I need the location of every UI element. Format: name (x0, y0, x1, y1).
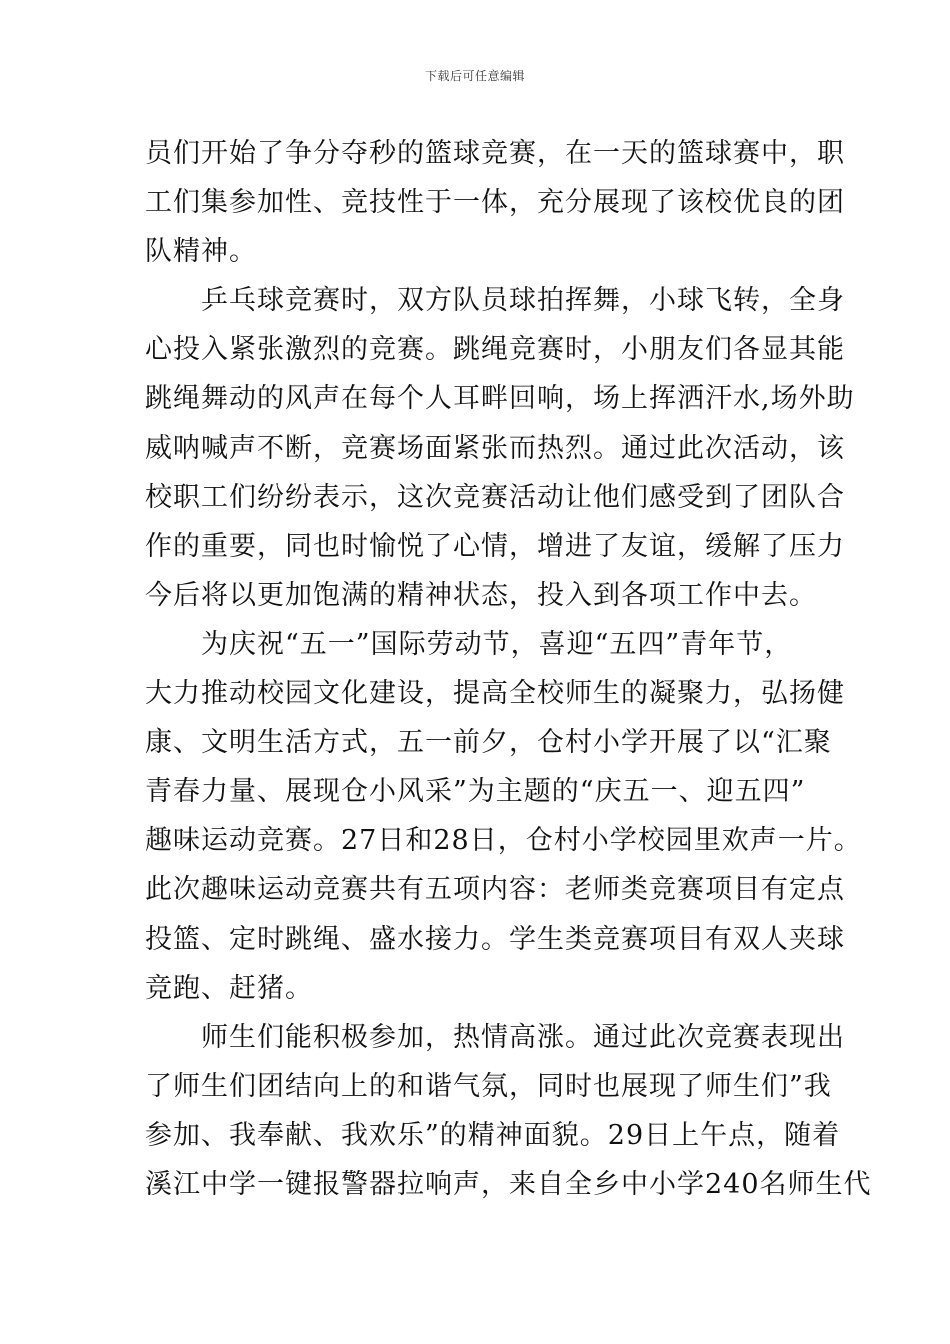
text-line: 参加、我奉献、我欢乐”的精神面貌。29日上午点，随着 (145, 1119, 841, 1151)
text-line: 工们集参加性、竞技性于一体，充分展现了该校优良的团 (145, 187, 845, 219)
text-line: 大力推动校园文化建设，提高全校师生的凝聚力，弘扬健 (145, 678, 845, 710)
text-line: 溪江中学一键报警器拉响声，来自全乡中小学240名师生代 (145, 1168, 872, 1200)
text-line: 今后将以更加饱满的精神状态，投入到各项工作中去。 (145, 579, 817, 611)
text-line: 员们开始了争分夺秒的篮球竞赛，在一天的篮球赛中，职 (145, 138, 845, 169)
text-line: 康、文明生活方式，五一前夕，仓村小学开展了以“汇聚 (145, 727, 832, 759)
text-line: 竞跑、赶猪。 (145, 972, 313, 1004)
text-line: 师生们能积极参加，热情高涨。通过此次竞赛表现出 (145, 1021, 845, 1053)
text-line: 此次趣味运动竞赛共有五项内容：老师类竞赛项目有定点 (145, 874, 845, 906)
text-line: 了师生们团结向上的和谐气氛，同时也展现了师生们”我 (145, 1070, 832, 1102)
page-header: 下载后可任意编辑 (424, 69, 525, 83)
text-line: 趣味运动竞赛。27日和28日，仓村小学校园里欢声一片。 (145, 825, 862, 857)
text-line: 青春力量、展现仓小风采”为主题的“庆五一、迎五四” (145, 776, 806, 808)
text-line: 乒乓球竞赛时，双方队员球拍挥舞，小球飞转，全身 (145, 285, 845, 317)
document-body (145, 129, 872, 1209)
text-line: 为庆祝“五一”国际劳动节，喜迎“五四”青年节， (145, 628, 793, 660)
text-line: 投篮、定时跳绳、盛水接力。学生类竞赛项目有双人夹球 (145, 923, 845, 955)
text-line: 跳绳舞动的风声在每个人耳畔回响，场上挥洒汗水,场外助 (145, 383, 855, 415)
text-line: 校职工们纷纷表示，这次竞赛活动让他们感受到了团队合 (145, 481, 845, 513)
text-line: 作的重要，同也时愉悦了心情，增进了友谊，缓解了压力 (145, 530, 845, 562)
text-line: 威呐喊声不断，竞赛场面紧张而热烈。通过此次活动，该 (145, 432, 845, 464)
text-line: 队精神。 (145, 236, 257, 268)
text-line: 心投入紧张激烈的竞赛。跳绳竞赛时，小朋友们各显其能 (145, 334, 845, 366)
